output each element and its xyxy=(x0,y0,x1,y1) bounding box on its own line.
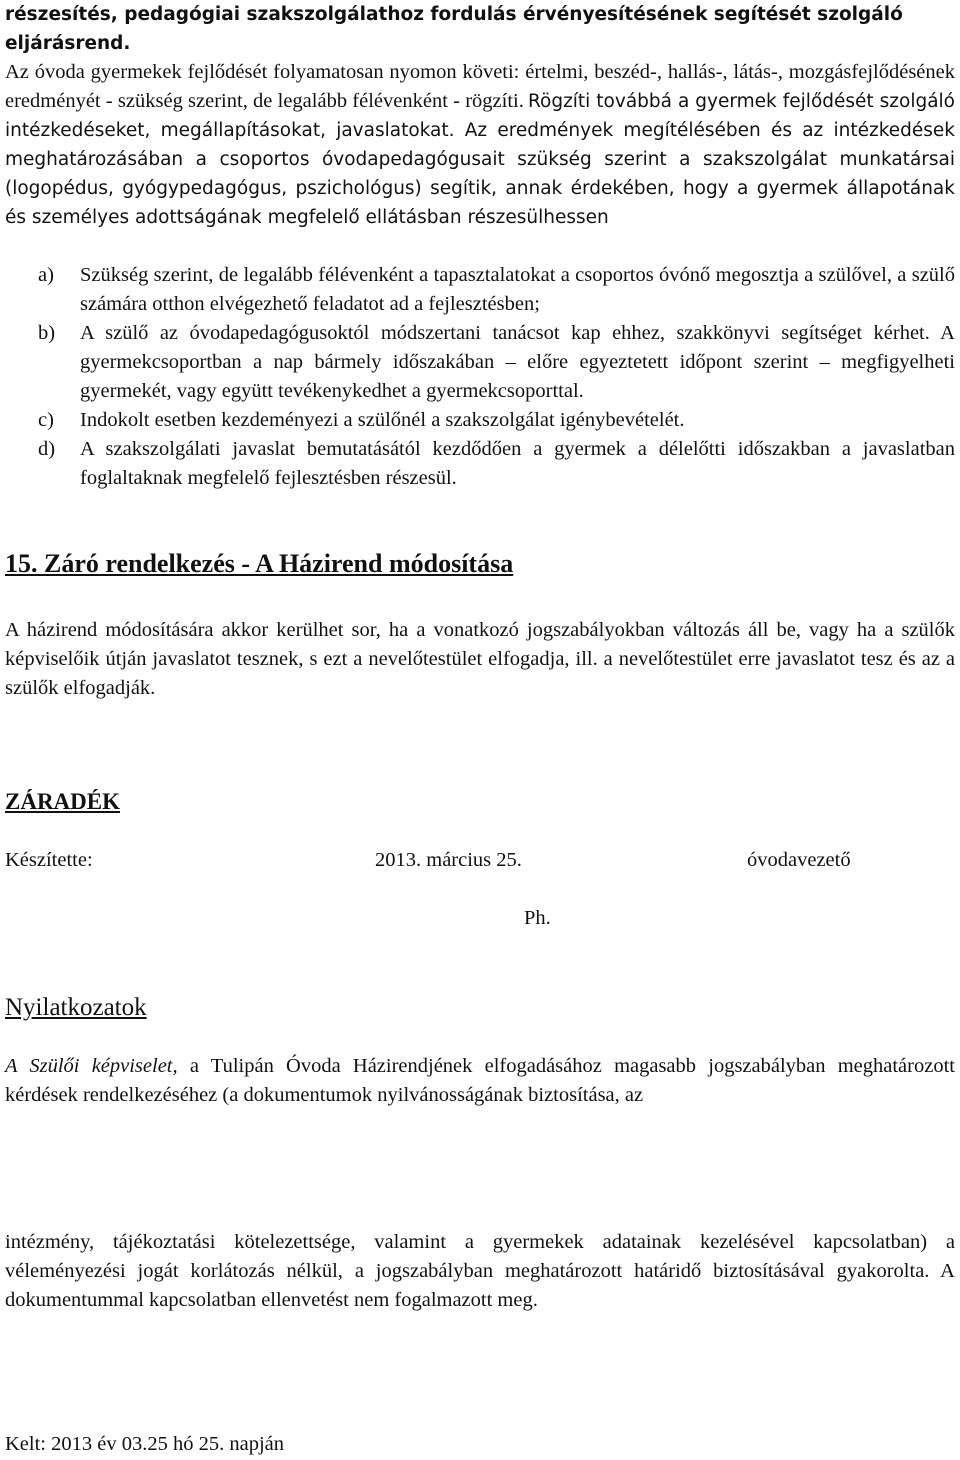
list-marker: a) xyxy=(38,264,54,286)
zaradek-heading: ZÁRADÉK xyxy=(5,789,121,814)
prepared-date: 2013. március 25. xyxy=(375,849,522,871)
intro-text-sans: Rögzíti továbbá a gyermek fejlődését szolgáló intézkedéseket, megállapításokat, javaslatokat. Az eredmények megítélésében és az intézkedések meghatározásában a csoportos óvodapedagógusait szükség szerint a szakszolgálat munkatársai (logopédus, gyógypedagógus, pszichológus) segítik, annak érdekében, hogy a gyermek állapotának és személyes adottságának megfelelő ellátásban részesülhessen xyxy=(5,91,955,228)
declaration-lead: A Szülői képviselet, xyxy=(5,1055,178,1077)
list-item-text: Szükség szerint, de legalább félévenként a tapasztalatokat a csoportos óvónő megosztja a szülővel, a szülő számára otthon elvégezhető feladatot ad a fejlesztésben; xyxy=(80,264,955,315)
list-marker: b) xyxy=(38,322,56,344)
section-15-heading: 15. Záró rendelkezés - A Házirend módosítása xyxy=(5,549,514,578)
declaration-text-part2: intézmény, tájékoztatási kötelezettsége, valamint a gyermekek adatainak kezelésével kapcsolatban) a véleményezési jogát korlátozás nélkül, a jogszabályban meghatározott határidő biztosításával gyakorolta. A dokumentummal kapcsolatban ellenvetést nem fogalmazott meg. xyxy=(5,1231,955,1311)
stamp-placeholder: Ph. xyxy=(524,907,551,929)
intro-text-serif: Az óvoda gyermekek fejlődését folyamatosan nyomon követi: értelmi, beszéd-, hallás-, látás-, mozgásfejlődésének eredményét - szükség szerint, de legalább félévenként - rögzíti. xyxy=(5,61,955,112)
list-marker: c) xyxy=(38,409,54,431)
list-item xyxy=(5,319,955,406)
prepared-role: óvodavezető xyxy=(747,849,851,871)
declaration-text-part1 xyxy=(5,1052,955,1110)
list-item xyxy=(5,406,955,435)
intro-bold-heading: részesítés, pedagógiai szakszolgálathoz fordulás érvényesítésének segítését szolgáló eljárásrend. xyxy=(5,4,903,54)
nyilatkozatok-heading: Nyilatkozatok xyxy=(5,994,147,1021)
intro-paragraph xyxy=(5,58,955,232)
measures-list xyxy=(5,261,955,493)
section-15-text: A házirend módosítására akkor kerülhet sor, ha a vonatkozó jogszabályokban változás áll be, vagy ha a szülők képviselőik útján javaslatot tesznek, s ezt a nevelőtestület elfogadja, ill. a nevelőtestület erre javaslatot tesz és az a szülők elfogadják. xyxy=(5,619,955,699)
declaration-body-1: a Tulipán Óvoda Házirendjének elfogadásához magasabb jogszabályban meghatározott kérdések rendelkezéséhez (a dokumentumok nyilvánosságának biztosítása, az xyxy=(5,1055,955,1106)
list-item xyxy=(5,261,955,319)
list-item-text: Indokolt esetben kezdeményezi a szülőnél a szakszolgálat igénybevételét. xyxy=(80,409,685,431)
list-item xyxy=(5,435,955,493)
list-item-text: A szakszolgálati javaslat bemutatásától kezdődően a gyermek a délelőtti időszakban a javaslatban foglaltaknak megfelelő fejlesztésben részesül. xyxy=(80,438,955,489)
list-marker: d) xyxy=(38,438,56,460)
signed-date: Kelt: 2013 év 03.25 hó 25. napján xyxy=(5,1433,284,1455)
prepared-by-label: Készítette: xyxy=(5,849,93,871)
list-item-text: A szülő az óvodapedagógusoktól módszertani tanácsot kap ehhez, szakkönyvi segítséget kérhet. A gyermekcsoportban a nap bármely időszakában – előre egyeztetett időpont szerint – megfigyelheti gyermekét, vagy együtt tevékenykedhet a gyermekcsoporttal. xyxy=(80,322,955,402)
